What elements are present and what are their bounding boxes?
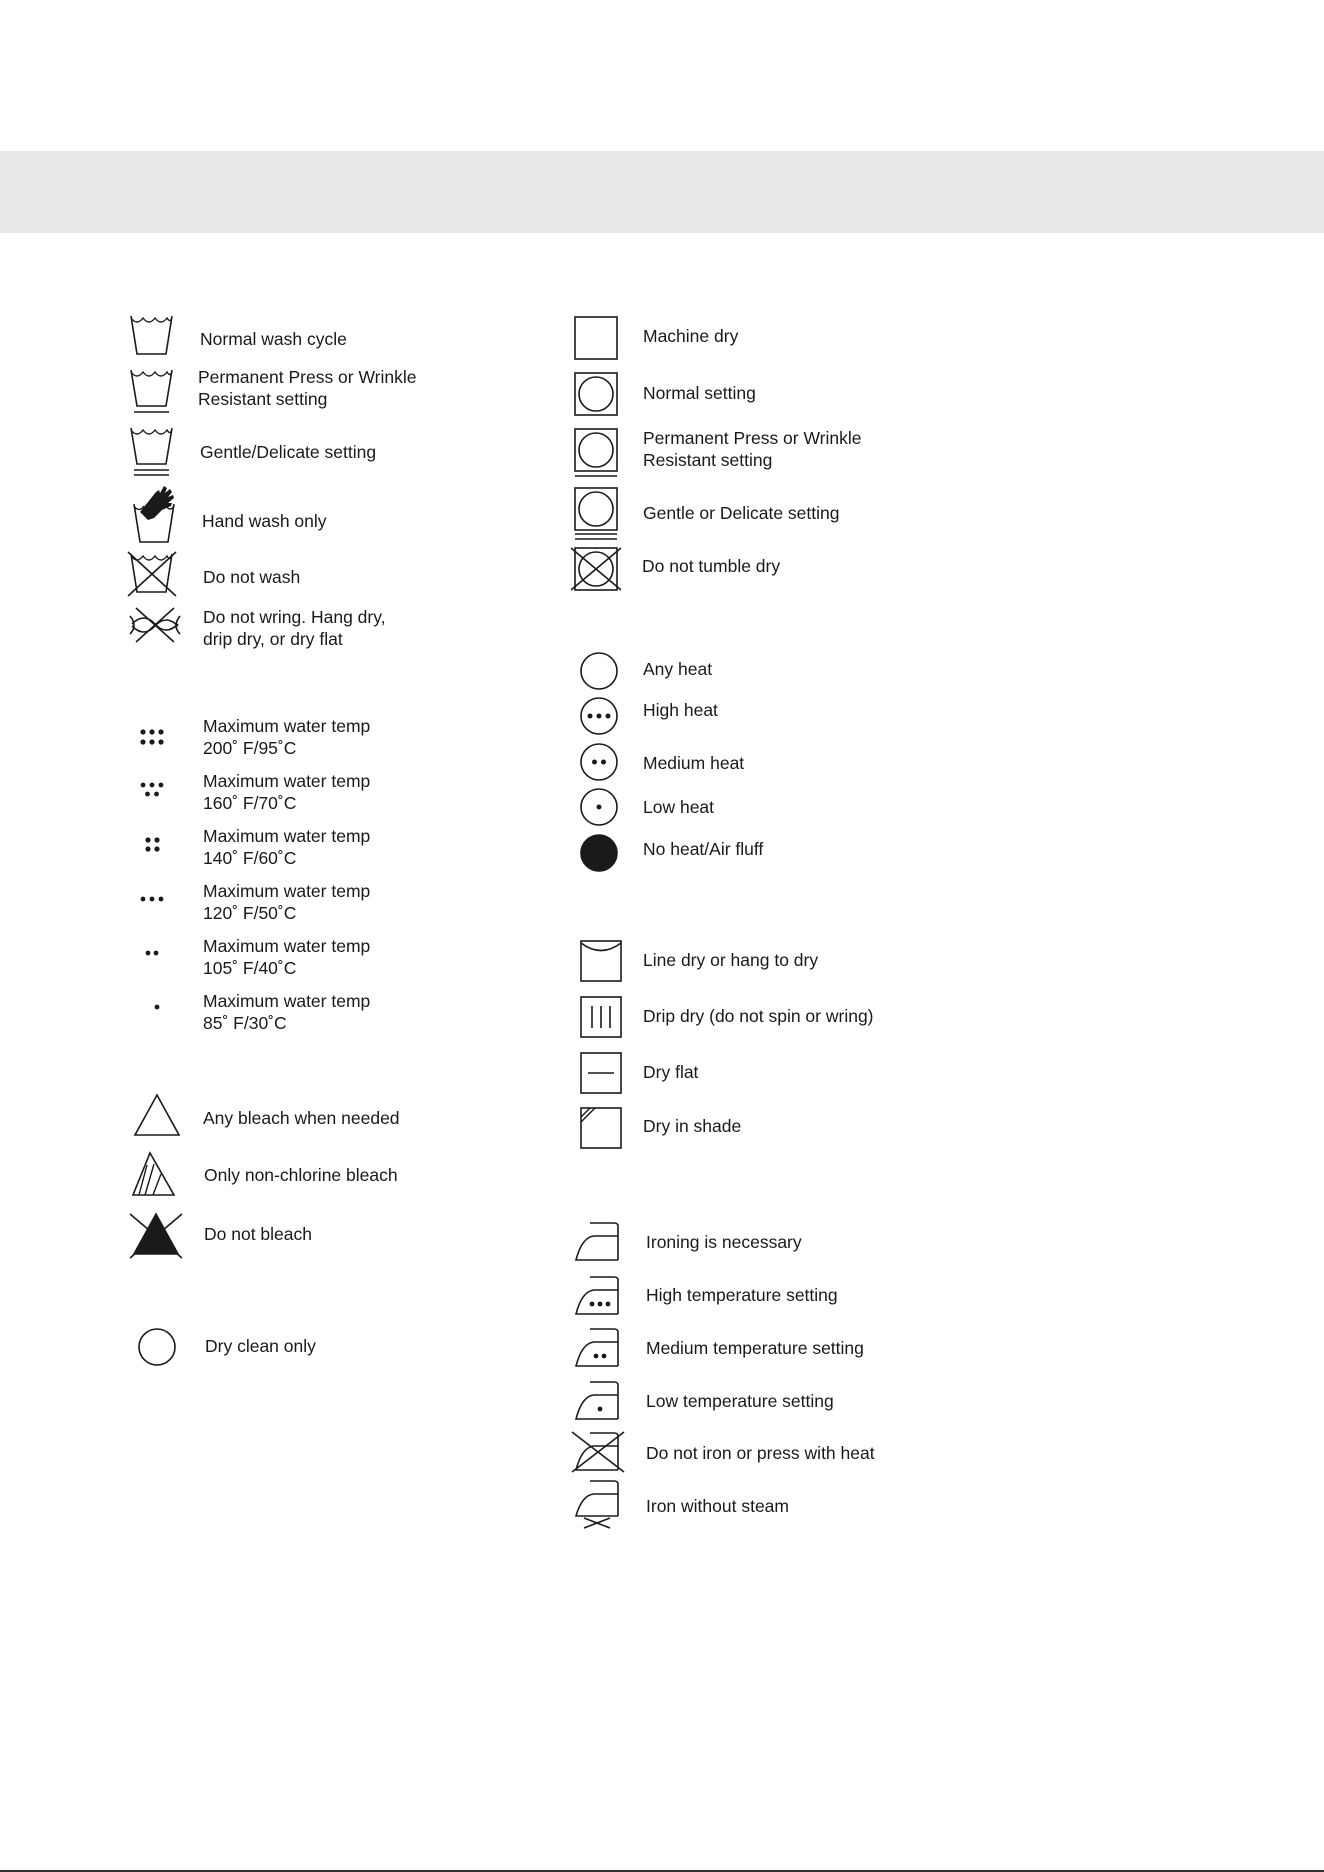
filled-circle-icon: [578, 832, 620, 874]
temp-label-160: Maximum water temp 160˚ F/70˚C: [203, 771, 371, 813]
wash-label-permanent-press: Permanent Press or Wrinkle Resistant setting: [198, 367, 417, 409]
four-dots-icon: [138, 834, 168, 858]
drip-dry-icon: [578, 994, 624, 1040]
circle-two-dots-icon: [578, 741, 620, 783]
iron-low-label: Low temperature setting: [646, 1391, 834, 1411]
circle-three-dots-icon: [578, 695, 620, 737]
square-icon: [573, 315, 619, 361]
empty-circle-icon: [578, 650, 620, 692]
iron-high-label: High temperature setting: [646, 1285, 838, 1305]
circle-one-dot-icon: [578, 786, 620, 828]
high-heat-label: High heat: [643, 700, 718, 720]
tumble-dry-one-bar-icon: [573, 427, 619, 479]
dry-in-shade-label: Dry in shade: [643, 1116, 742, 1136]
line-dry-icon: [578, 938, 624, 984]
header-band: [0, 151, 1324, 233]
bleach-label-do-not: Do not bleach: [204, 1224, 312, 1244]
wash-label-gentle: Gentle/Delicate setting: [200, 442, 377, 462]
dryclean-label: Dry clean only: [205, 1336, 316, 1356]
circle-icon: [136, 1326, 178, 1368]
iron-crossed-icon: [570, 1428, 626, 1474]
washtub-icon: [128, 312, 178, 360]
temp-label-140: Maximum water temp 140˚ F/60˚C: [203, 826, 371, 868]
bleach-label-non-chlorine: Only non-chlorine bleach: [204, 1165, 398, 1185]
tumble-dry-crossed-icon: [569, 545, 623, 593]
no-heat-label: No heat/Air fluff: [643, 839, 764, 859]
dry-flat-label: Dry flat: [643, 1062, 699, 1082]
iron-icon: [572, 1220, 624, 1262]
dry-flat-icon: [578, 1050, 624, 1096]
tumble-dry-icon: [573, 371, 619, 417]
striped-triangle-icon: [130, 1150, 180, 1198]
washtub-one-bar-icon: [128, 366, 178, 418]
gentle-dry-label: Gentle or Delicate setting: [643, 503, 840, 523]
iron-two-dots-icon: [572, 1326, 624, 1368]
wash-label-do-not-wash: Do not wash: [203, 567, 301, 587]
machine-dry-label: Machine dry: [643, 326, 739, 346]
temp-label-120: Maximum water temp 120˚ F/50˚C: [203, 881, 371, 923]
temp-label-85: Maximum water temp 85˚ F/30˚C: [203, 991, 371, 1033]
do-not-iron-label: Do not iron or press with heat: [646, 1443, 875, 1463]
permanent-press-dry-label: Permanent Press or Wrinkle Resistant setting: [643, 428, 862, 470]
iron-one-dot-icon: [572, 1379, 624, 1421]
iron-medium-label: Medium temperature setting: [646, 1338, 864, 1358]
ironing-necessary-label: Ironing is necessary: [646, 1232, 802, 1252]
wash-label-normal: Normal wash cycle: [200, 329, 347, 349]
iron-no-steam-label: Iron without steam: [646, 1496, 789, 1516]
tumble-dry-two-bars-icon: [573, 486, 619, 542]
five-dots-icon: [138, 779, 168, 803]
temp-label-200: Maximum water temp 200˚ F/95˚C: [203, 716, 371, 758]
do-not-wring-icon: [126, 604, 184, 644]
wash-label-do-not-wring: Do not wring. Hang dry, drip dry, or dry flat: [203, 607, 386, 649]
do-not-tumble-label: Do not tumble dry: [642, 556, 781, 576]
iron-no-steam-icon: [572, 1478, 624, 1530]
two-dots-icon: [138, 946, 168, 960]
medium-heat-label: Medium heat: [643, 753, 745, 773]
hand-wash-icon: [128, 484, 184, 546]
normal-setting-label: Normal setting: [643, 383, 756, 403]
crossed-triangle-icon: [128, 1210, 184, 1260]
one-dot-icon: [138, 1000, 168, 1014]
temp-label-105: Maximum water temp 105˚ F/40˚C: [203, 936, 371, 978]
washtub-crossed-icon: [126, 550, 180, 598]
iron-three-dots-icon: [572, 1274, 624, 1316]
bleach-label-any: Any bleach when needed: [203, 1108, 400, 1128]
drip-dry-label: Drip dry (do not spin or wring): [643, 1006, 874, 1026]
dry-in-shade-icon: [578, 1105, 624, 1151]
line-dry-label: Line dry or hang to dry: [643, 950, 819, 970]
triangle-icon: [132, 1092, 182, 1138]
wash-label-hand: Hand wash only: [202, 511, 327, 531]
low-heat-label: Low heat: [643, 797, 715, 817]
any-heat-label: Any heat: [643, 659, 713, 679]
three-dots-icon: [138, 892, 168, 906]
six-dots-icon: [138, 726, 168, 750]
washtub-two-bars-icon: [128, 424, 178, 480]
